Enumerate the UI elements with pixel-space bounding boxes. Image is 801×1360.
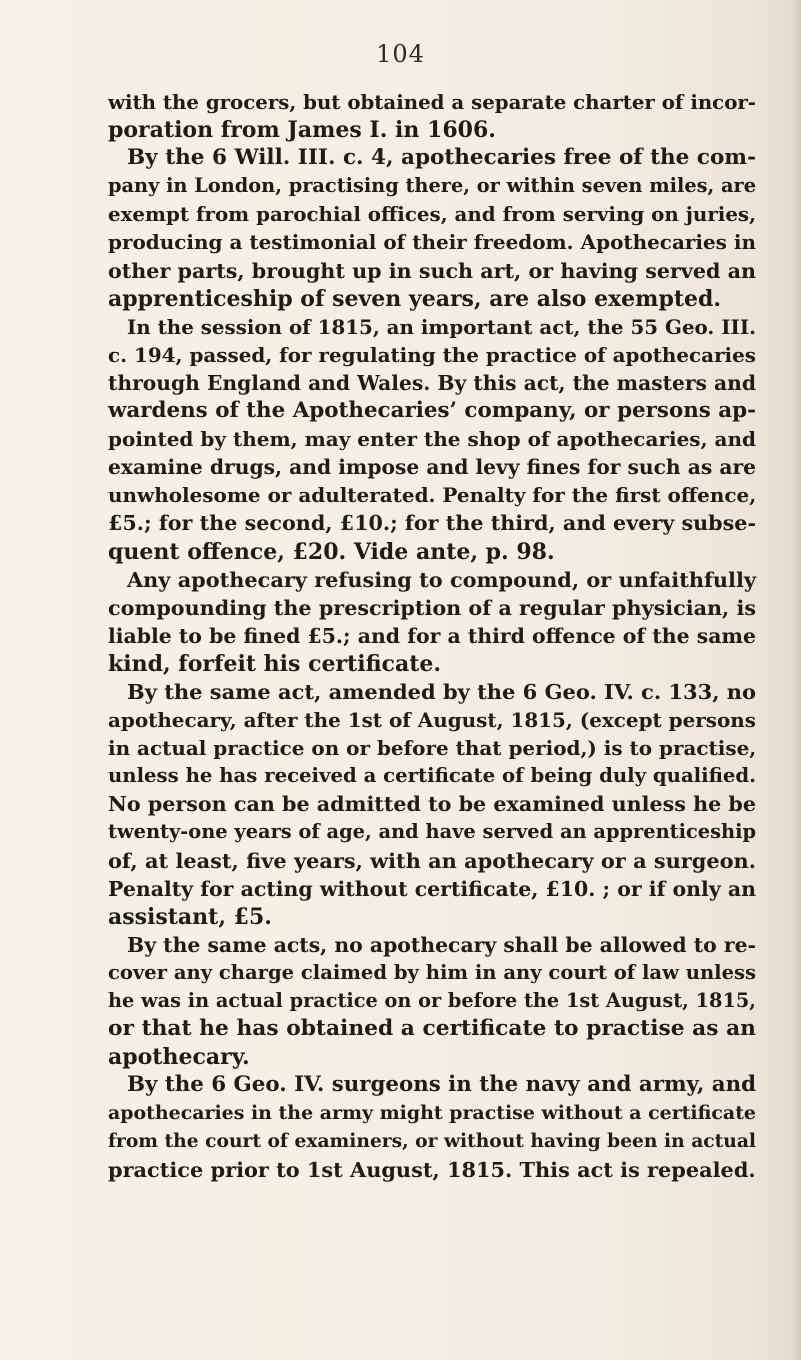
page-number: 104: [376, 40, 425, 68]
text-line: cover any charge claimed by him in any court of law unless: [108, 960, 756, 984]
text-line: No person can be admitted to be examined unless he be: [108, 792, 756, 817]
text-line: apprenticeship of seven years, are also exempted.: [108, 285, 722, 312]
text-line: in actual practice on or before that period,) is to practise,: [108, 736, 757, 761]
text-line: wardens of the Apothecaries’ company, or persons ap-: [108, 398, 756, 424]
text-line: with the grocers, but obtained a separate charter of incor-: [108, 90, 756, 114]
text-line: quent offence, £20. Vide ante, p. 98.: [108, 538, 555, 565]
text-line: assistant, £5.: [108, 903, 272, 930]
text-line: apothecary.: [108, 1044, 250, 1071]
text-line: unwholesome or adulterated. Penalty for the first offence,: [108, 483, 757, 508]
text-line: practice prior to 1st August, 1815. This act is repealed.: [108, 1156, 756, 1182]
text-line: pointed by them, may enter the shop of apothecaries, and: [108, 427, 756, 452]
text-line: or that he has obtained a certificate to practise as an: [108, 1016, 756, 1042]
text-line: from the court of examiners, or without having been in actual: [108, 1130, 756, 1153]
text-line: compounding the prescription of a regular physician, is: [108, 595, 756, 620]
text-line: twenty-one years of age, and have served an apprenticeship: [108, 820, 756, 844]
text-line: unless he has received a certificate of being duly qualified.: [108, 764, 756, 788]
text-line: through England and Wales. By this act, the masters and: [108, 370, 756, 395]
text-line: producing a testimonial of their freedom. Apothecaries in: [108, 230, 756, 255]
text-line: By the same acts, no apothecary shall be allowed to re-: [127, 932, 756, 957]
text-line: Penalty for acting without certificate, £10. ; or if only an: [108, 876, 756, 901]
text-line: examine drugs, and impose and levy fines for such as are: [108, 455, 756, 480]
body-text: [108, 88, 756, 1184]
text-line: apothecaries in the army might practise without a certificate: [108, 1102, 756, 1125]
text-line: he was in actual practice on or before the 1st August, 1815,: [108, 989, 756, 1012]
text-line: other parts, brought up in such art, or having served an: [108, 258, 756, 283]
text-line: apothecary, after the 1st of August, 1815, (except persons: [108, 708, 756, 733]
text-line: By the 6 Geo. IV. surgeons in the navy and army, and: [127, 1072, 756, 1098]
text-line: By the 6 Will. III. c. 4, apothecaries free of the com-: [127, 145, 756, 171]
text-line: exempt from parochial offices, and from serving on juries,: [108, 202, 756, 227]
text-line: By the same act, amended by the 6 Geo. IV. c. 133, no: [127, 678, 757, 704]
text-line: In the session of 1815, an important act, the 55 Geo. III.: [127, 314, 756, 339]
page-edge-shadow: [791, 0, 801, 1360]
text-line: liable to be fined £5.; and for a third offence of the same: [108, 623, 756, 648]
text-line: poration from James I. in 1606.: [108, 117, 496, 144]
text-line: kind, forfeit his certificate.: [108, 650, 442, 677]
text-line: £5.; for the second, £10.; for the third, and every subse-: [108, 511, 757, 536]
text-line: of, at least, five years, with an apothecary or a surgeon.: [108, 847, 756, 873]
text-line: Any apothecary refusing to compound, or unfaithfully: [127, 566, 756, 592]
text-line: pany in London, practising there, or within seven miles, are: [108, 174, 756, 198]
text-line: c. 194, passed, for regulating the practice of apothecaries: [108, 342, 756, 367]
